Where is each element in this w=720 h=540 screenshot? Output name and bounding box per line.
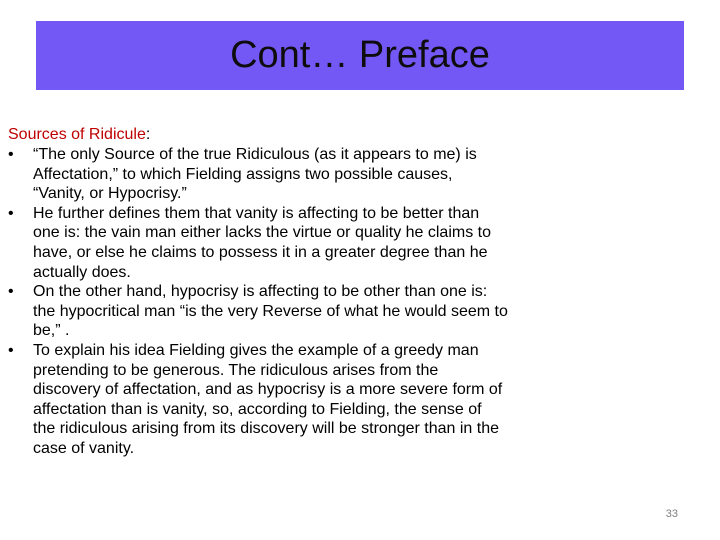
bullet-item bbox=[8, 282, 508, 341]
slide-title: Cont… Preface bbox=[230, 34, 490, 76]
page-number: 33 bbox=[665, 508, 678, 520]
section-heading-label: Sources of Ridicule bbox=[8, 126, 146, 143]
slide-body bbox=[8, 124, 508, 459]
bullet-text: “The only Source of the true Ridiculous (as it appears to me) is Affectation,” to which Fielding assigns two possible causes, “Vanity, or Hypocrisy.” bbox=[33, 146, 477, 203]
bullet-text: To explain his idea Fielding gives the example of a greedy man pretending to be generous. The ridiculous arises from the discovery of affectation, and as hypocrisy is a more severe form of affectation than is vanity, so, according to Fielding, the sense of the ridiculous arising from its discovery will be stronger than in the case of vanity. bbox=[33, 341, 503, 457]
title-bar bbox=[36, 21, 684, 90]
section-heading bbox=[8, 124, 508, 145]
bullet-item bbox=[8, 204, 508, 282]
section-heading-colon: : bbox=[145, 126, 151, 143]
bullet-dot: • bbox=[8, 341, 14, 359]
bullet-dot: • bbox=[8, 204, 14, 222]
bullet-item bbox=[8, 145, 508, 204]
bullet-dot: • bbox=[8, 146, 14, 163]
bullet-dot: • bbox=[8, 283, 14, 301]
bullet-text: He further defines them that vanity is affecting to be better than one is: the vain man either lacks the virtue or quality he claims to have, or else he claims to possess it in a greater degree than he actually does. bbox=[33, 204, 491, 281]
bullet-item bbox=[8, 341, 508, 459]
bullet-text: On the other hand, hypocrisy is affecting to be other than one is: the hypocritical man “is the very Reverse of what he would seem to be,” . bbox=[33, 283, 508, 340]
bullet-list bbox=[8, 145, 508, 459]
